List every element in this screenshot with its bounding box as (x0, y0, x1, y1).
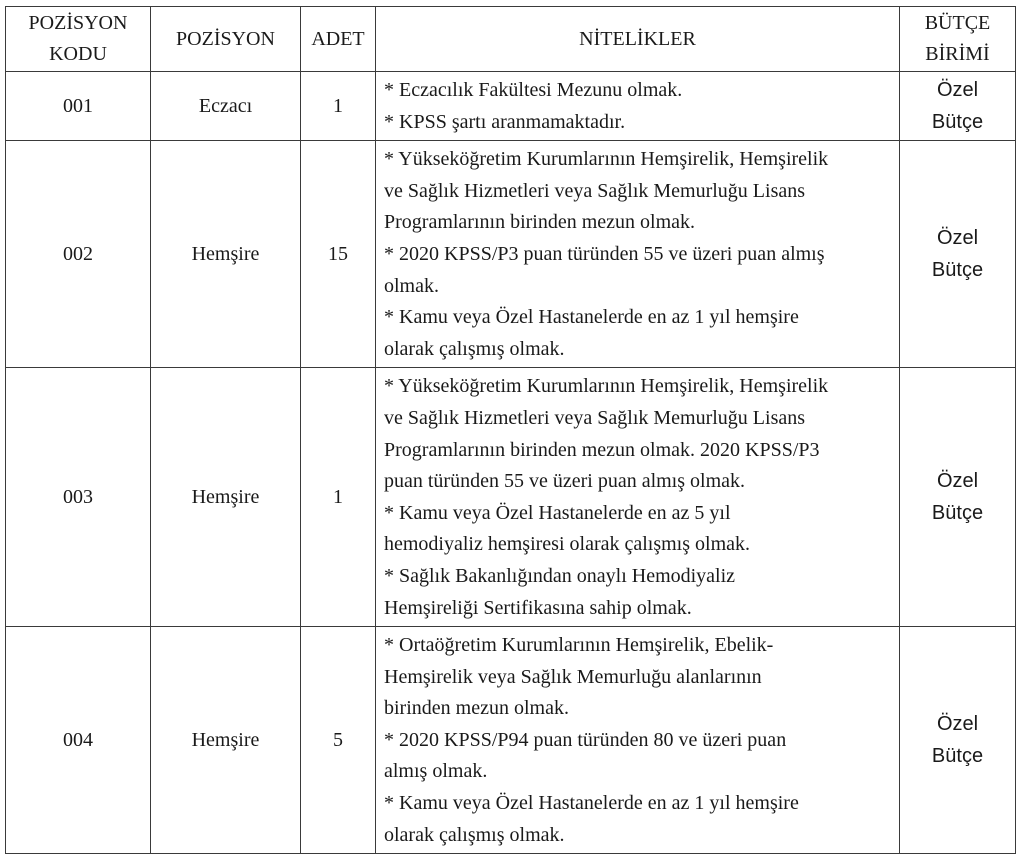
header-position-code-line-2: KODU (49, 43, 107, 65)
budget-line-2: Bütçe (931, 745, 984, 768)
table-header (6, 7, 1016, 72)
cell-code: 001 (6, 72, 151, 141)
table-body (6, 72, 1016, 854)
qualification-line: olmak. (384, 274, 439, 297)
cell-position: Hemşire (151, 141, 301, 368)
header-budget-line-1: BÜTÇE (924, 12, 991, 34)
budget-line-1: Özel (936, 713, 979, 736)
header-count: ADET (301, 7, 376, 72)
budget-line-1: Özel (936, 470, 979, 493)
cell-count: 1 (301, 72, 376, 141)
budget-line-2: Bütçe (931, 111, 984, 134)
positions-table (5, 6, 1016, 854)
qualification-line: almış olmak. (384, 760, 488, 783)
qualification-line: hemodiyaliz hemşiresi olarak çalışmış olmak. (384, 533, 751, 556)
budget-line-1: Özel (936, 79, 979, 102)
cell-budget (900, 141, 1016, 368)
qualification-line: * Kamu veya Özel Hastanelerde en az 5 yıl (384, 501, 731, 524)
qualification-line: Programlarının birinden mezun olmak. (384, 211, 696, 234)
qualification-line: * Yükseköğretim Kurumlarının Hemşirelik, Hemşirelik (384, 148, 829, 171)
cell-code: 002 (6, 141, 151, 368)
cell-budget (900, 627, 1016, 854)
cell-qualifications (376, 141, 900, 368)
cell-budget (900, 368, 1016, 627)
qualification-line: olarak çalışmış olmak. (384, 823, 565, 846)
qualification-line: puan türünden 55 ve üzeri puan almış olmak. (384, 470, 746, 493)
qualification-line: * Yükseköğretim Kurumlarının Hemşirelik, Hemşirelik (384, 375, 829, 398)
cell-count: 15 (301, 141, 376, 368)
qualification-line: Hemşireliği Sertifikasına sahip olmak. (384, 596, 692, 619)
qualification-line: olarak çalışmış olmak. (384, 337, 565, 360)
qualification-line: birinden mezun olmak. (384, 697, 569, 720)
qualification-line: ve Sağlık Hizmetleri veya Sağlık Memurluğu Lisans (384, 406, 806, 429)
budget-line-1: Özel (936, 227, 979, 250)
table-row (6, 627, 1016, 854)
cell-code: 003 (6, 368, 151, 627)
qualification-line: * 2020 KPSS/P94 puan türünden 80 ve üzeri puan (384, 728, 787, 751)
header-position-code-line-1: POZİSYON (28, 12, 128, 34)
header-position: POZİSYON (151, 7, 301, 72)
cell-code: 004 (6, 627, 151, 854)
cell-qualifications (376, 368, 900, 627)
header-position-code (6, 7, 151, 72)
budget-line-2: Bütçe (931, 259, 984, 282)
cell-qualifications (376, 627, 900, 854)
cell-position: Eczacı (151, 72, 301, 141)
cell-count: 1 (301, 368, 376, 627)
qualification-line: * KPSS şartı aranmamaktadır. (384, 110, 626, 133)
qualification-line: Programlarının birinden mezun olmak. 2020 KPSS/P3 (384, 438, 820, 461)
header-qualifications: NİTELİKLER (376, 7, 900, 72)
qualification-line: Hemşirelik veya Sağlık Memurluğu alanlarının (384, 665, 762, 688)
cell-position: Hemşire (151, 368, 301, 627)
cell-position: Hemşire (151, 627, 301, 854)
qualification-line: * Sağlık Bakanlığından onaylı Hemodiyaliz (384, 564, 736, 587)
cell-count: 5 (301, 627, 376, 854)
qualification-line: * Kamu veya Özel Hastanelerde en az 1 yıl hemşire (384, 792, 799, 815)
budget-line-2: Bütçe (931, 502, 984, 525)
qualification-line: * 2020 KPSS/P3 puan türünden 55 ve üzeri puan almış (384, 242, 825, 265)
table-row (6, 72, 1016, 141)
qualification-line: * Eczacılık Fakültesi Mezunu olmak. (384, 79, 683, 101)
qualification-line: * Ortaöğretim Kurumlarının Hemşirelik, Ebelik- (384, 634, 774, 657)
qualification-line: ve Sağlık Hizmetleri veya Sağlık Memurluğu Lisans (384, 179, 806, 202)
header-budget-line-2: BİRİMİ (925, 43, 990, 65)
qualification-line: * Kamu veya Özel Hastanelerde en az 1 yıl hemşire (384, 306, 799, 329)
table-row (6, 141, 1016, 368)
cell-qualifications (376, 72, 900, 141)
header-budget-unit (900, 7, 1016, 72)
table-row (6, 368, 1016, 627)
cell-budget (900, 72, 1016, 141)
